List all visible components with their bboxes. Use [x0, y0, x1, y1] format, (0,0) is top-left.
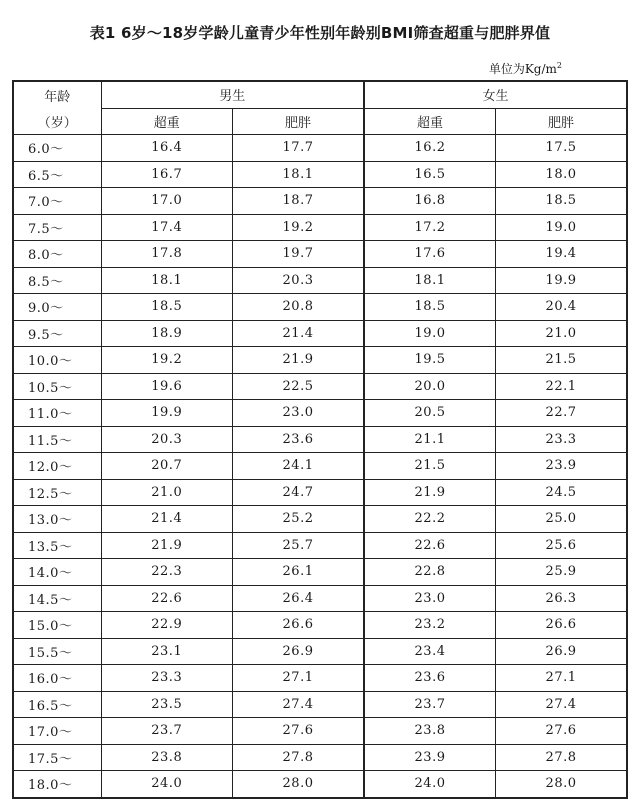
table-row	[13, 612, 627, 639]
male-obese-cell: 26.4	[233, 585, 365, 612]
table-row	[13, 214, 627, 241]
male-obese-cell: 18.1	[233, 161, 365, 188]
female-obese-cell: 21.5	[496, 347, 628, 374]
female-obese-cell: 25.0	[496, 506, 628, 533]
table-row	[13, 532, 627, 559]
table-row	[13, 559, 627, 586]
male-obese-cell: 22.5	[233, 373, 365, 400]
female-obese-cell: 26.3	[496, 585, 628, 612]
male-overweight-cell: 23.1	[101, 638, 233, 665]
male-obese-cell: 27.4	[233, 691, 365, 718]
male-overweight-cell: 16.7	[101, 161, 233, 188]
female-overweight-header: 超重	[364, 108, 496, 135]
age-cell: 7.0～	[13, 188, 101, 215]
female-obese-cell: 23.9	[496, 453, 628, 480]
female-obese-cell: 21.0	[496, 320, 628, 347]
age-cell: 8.0～	[13, 241, 101, 268]
female-obese-cell: 24.5	[496, 479, 628, 506]
male-obese-cell: 26.9	[233, 638, 365, 665]
table-row	[13, 241, 627, 268]
age-cell: 8.5～	[13, 267, 101, 294]
male-overweight-cell: 22.6	[101, 585, 233, 612]
table-row	[13, 400, 627, 427]
female-overweight-cell: 22.8	[364, 559, 496, 586]
female-obese-cell: 27.6	[496, 718, 628, 745]
male-obese-cell: 19.2	[233, 214, 365, 241]
female-obese-cell: 22.1	[496, 373, 628, 400]
female-obese-cell: 18.5	[496, 188, 628, 215]
header-row-groups	[13, 81, 627, 108]
female-overweight-cell: 21.9	[364, 479, 496, 506]
female-obese-cell: 19.4	[496, 241, 628, 268]
female-overweight-cell: 23.0	[364, 585, 496, 612]
female-overweight-cell: 21.1	[364, 426, 496, 453]
age-cell: 9.5～	[13, 320, 101, 347]
age-cell: 11.5～	[13, 426, 101, 453]
male-obese-header: 肥胖	[233, 108, 365, 135]
female-overweight-cell: 22.6	[364, 532, 496, 559]
age-cell: 16.5～	[13, 691, 101, 718]
table-row	[13, 744, 627, 771]
age-cell: 6.0～	[13, 135, 101, 162]
age-cell: 13.5～	[13, 532, 101, 559]
male-obese-cell: 25.7	[233, 532, 365, 559]
female-obese-cell: 23.3	[496, 426, 628, 453]
age-cell: 18.0～	[13, 771, 101, 798]
female-overweight-cell: 19.5	[364, 347, 496, 374]
female-obese-cell: 20.4	[496, 294, 628, 321]
female-overweight-cell: 18.5	[364, 294, 496, 321]
female-overweight-cell: 16.5	[364, 161, 496, 188]
table-row	[13, 135, 627, 162]
female-overweight-cell: 16.8	[364, 188, 496, 215]
female-overweight-cell: 17.2	[364, 214, 496, 241]
table-row	[13, 267, 627, 294]
female-overweight-cell: 23.2	[364, 612, 496, 639]
male-obese-cell: 27.6	[233, 718, 365, 745]
age-cell: 10.0～	[13, 347, 101, 374]
female-overweight-cell: 20.0	[364, 373, 496, 400]
female-overweight-cell: 22.2	[364, 506, 496, 533]
female-obese-header: 肥胖	[496, 108, 628, 135]
male-overweight-cell: 16.4	[101, 135, 233, 162]
female-overweight-cell: 23.4	[364, 638, 496, 665]
male-obese-cell: 21.4	[233, 320, 365, 347]
age-cell: 14.5～	[13, 585, 101, 612]
male-overweight-cell: 20.7	[101, 453, 233, 480]
male-overweight-cell: 23.3	[101, 665, 233, 692]
table-title: 表1 6岁～18岁学龄儿童青少年性别年龄别BMI筛查超重与肥胖界值	[89, 24, 551, 42]
female-obese-cell: 27.8	[496, 744, 628, 771]
female-obese-cell: 27.4	[496, 691, 628, 718]
bmi-table	[12, 80, 628, 799]
male-overweight-cell: 23.7	[101, 718, 233, 745]
male-overweight-cell: 23.5	[101, 691, 233, 718]
female-obese-cell: 22.7	[496, 400, 628, 427]
female-obese-cell: 19.0	[496, 214, 628, 241]
female-obese-cell: 28.0	[496, 771, 628, 798]
male-overweight-cell: 22.9	[101, 612, 233, 639]
male-obese-cell: 21.9	[233, 347, 365, 374]
male-obese-cell: 26.6	[233, 612, 365, 639]
header-row-sub	[13, 108, 627, 135]
female-overweight-cell: 20.5	[364, 400, 496, 427]
age-cell: 10.5～	[13, 373, 101, 400]
female-obese-cell: 17.5	[496, 135, 628, 162]
male-obese-cell: 26.1	[233, 559, 365, 586]
male-obese-cell: 23.0	[233, 400, 365, 427]
male-overweight-cell: 21.0	[101, 479, 233, 506]
age-header-line2: （岁）	[13, 108, 101, 135]
female-overweight-cell: 23.9	[364, 744, 496, 771]
male-obese-cell: 27.8	[233, 744, 365, 771]
age-cell: 17.0～	[13, 718, 101, 745]
age-cell: 13.0～	[13, 506, 101, 533]
table-row	[13, 161, 627, 188]
female-overweight-cell: 16.2	[364, 135, 496, 162]
male-overweight-cell: 22.3	[101, 559, 233, 586]
male-obese-cell: 18.7	[233, 188, 365, 215]
table-row	[13, 373, 627, 400]
unit-label	[489, 60, 562, 77]
male-overweight-cell: 18.9	[101, 320, 233, 347]
age-cell: 16.0～	[13, 665, 101, 692]
male-overweight-cell: 20.3	[101, 426, 233, 453]
female-obese-cell: 26.9	[496, 638, 628, 665]
age-cell: 15.5～	[13, 638, 101, 665]
male-obese-cell: 24.7	[233, 479, 365, 506]
male-obese-cell: 17.7	[233, 135, 365, 162]
table-body	[13, 135, 627, 798]
age-cell: 12.0～	[13, 453, 101, 480]
table-row	[13, 771, 627, 798]
male-overweight-cell: 24.0	[101, 771, 233, 798]
age-cell: 6.5～	[13, 161, 101, 188]
male-overweight-cell: 18.5	[101, 294, 233, 321]
age-cell: 17.5～	[13, 744, 101, 771]
table-row	[13, 479, 627, 506]
table-row	[13, 320, 627, 347]
female-obese-cell: 26.6	[496, 612, 628, 639]
male-overweight-cell: 17.0	[101, 188, 233, 215]
male-obese-cell: 19.7	[233, 241, 365, 268]
female-overweight-cell: 23.8	[364, 718, 496, 745]
table-row	[13, 453, 627, 480]
male-overweight-cell: 19.2	[101, 347, 233, 374]
age-cell: 9.0～	[13, 294, 101, 321]
female-group-header: 女生	[364, 81, 627, 108]
female-obese-cell: 25.9	[496, 559, 628, 586]
female-obese-cell: 18.0	[496, 161, 628, 188]
age-cell: 12.5～	[13, 479, 101, 506]
female-overweight-cell: 18.1	[364, 267, 496, 294]
male-overweight-cell: 18.1	[101, 267, 233, 294]
table-row	[13, 426, 627, 453]
table-row	[13, 665, 627, 692]
male-obese-cell: 20.3	[233, 267, 365, 294]
age-cell: 14.0～	[13, 559, 101, 586]
male-obese-cell: 24.1	[233, 453, 365, 480]
table-row	[13, 188, 627, 215]
female-obese-cell: 25.6	[496, 532, 628, 559]
table-header	[13, 81, 627, 135]
male-obese-cell: 27.1	[233, 665, 365, 692]
table-row	[13, 347, 627, 374]
male-obese-cell: 23.6	[233, 426, 365, 453]
female-overweight-cell: 24.0	[364, 771, 496, 798]
age-cell: 11.0～	[13, 400, 101, 427]
female-overweight-cell: 21.5	[364, 453, 496, 480]
male-obese-cell: 28.0	[233, 771, 365, 798]
female-obese-cell: 19.9	[496, 267, 628, 294]
female-overweight-cell: 23.6	[364, 665, 496, 692]
unit-superscript: 2	[556, 61, 562, 70]
age-header-line1: 年龄	[13, 81, 101, 108]
table-row	[13, 638, 627, 665]
age-cell: 7.5～	[13, 214, 101, 241]
male-overweight-cell: 21.9	[101, 532, 233, 559]
table-row	[13, 294, 627, 321]
table-row	[13, 506, 627, 533]
male-overweight-cell: 19.9	[101, 400, 233, 427]
male-group-header: 男生	[101, 81, 364, 108]
female-overweight-cell: 17.6	[364, 241, 496, 268]
male-overweight-cell: 17.8	[101, 241, 233, 268]
female-overweight-cell: 19.0	[364, 320, 496, 347]
table-row	[13, 691, 627, 718]
male-overweight-header: 超重	[101, 108, 233, 135]
table-row	[13, 718, 627, 745]
male-overweight-cell: 21.4	[101, 506, 233, 533]
male-overweight-cell: 17.4	[101, 214, 233, 241]
female-obese-cell: 27.1	[496, 665, 628, 692]
table-row	[13, 585, 627, 612]
male-overweight-cell: 19.6	[101, 373, 233, 400]
unit-text: 单位为Kg/m	[488, 62, 557, 76]
male-obese-cell: 20.8	[233, 294, 365, 321]
male-overweight-cell: 23.8	[101, 744, 233, 771]
male-obese-cell: 25.2	[233, 506, 365, 533]
age-cell: 15.0～	[13, 612, 101, 639]
female-overweight-cell: 23.7	[364, 691, 496, 718]
